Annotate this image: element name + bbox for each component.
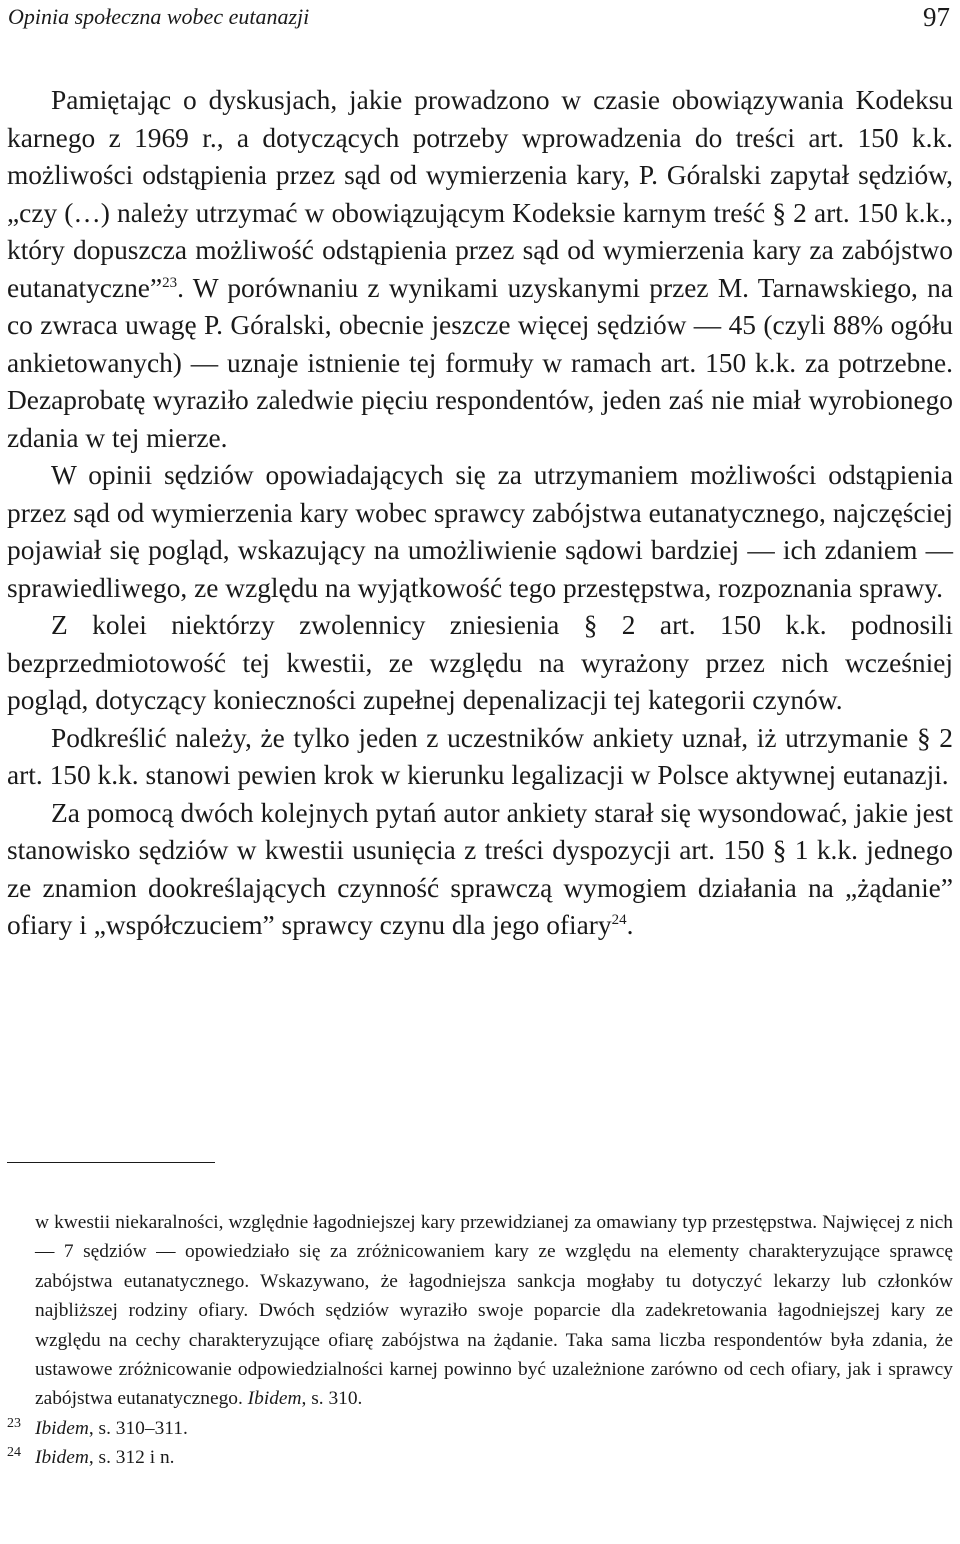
running-title: Opinia społeczna wobec eutanazji: [8, 4, 310, 29]
paragraph: [7, 457, 953, 607]
footnote-pages: , s. 312 i n.: [88, 1447, 175, 1469]
footnote-text: w kwestii niekaralności, względnie łagodniejszej kary przewidzianej za omawiany typ przestępstwa. Najwięcej z nich — 7 sędziów — opowiedziało się za zróżnicowaniem kary ze względu na elementy charakteryzujące sprawcę zabójstwa eutanatycznego. Wskazywano, że łagodniejsza sankcja mogłaby tu dotyczyć lekarzy lub członków najbliższej rodziny ofiary. Dwóch sędziów wyraziło swoje poparcie dla zadekretowania łagodniejszej kary ze względu na cechy charakteryzujące ofiarę zabójstwa na żądanie. Taka sama liczba respondentów była zdania, że ustawowe zróżnicowanie odpowiedzialności karnej powinno być uzależnione zarówno od cech ofiary, jak i sprawcy zabójstwa eutanatycznego.: [35, 1212, 953, 1410]
paragraph-text: W opinii sędziów opowiadających się za utrzymaniem możliwości odstąpienia przez sąd od wymierzenia kary wobec sprawcy zabójstwa eutanatycznego, najczęściej pojawiał się pogląd, wskazujący na umożliwienie sądowi bardziej — ich zdaniem — sprawiedliwego, ze względu na wyjątkowość tego przestępstwa, rozpoznania sprawy.: [7, 460, 953, 603]
paragraph: [7, 82, 953, 457]
footnote-pages: , s. 310.: [301, 1388, 363, 1410]
paragraph-text: .: [626, 910, 634, 940]
footnote-mark: 24: [7, 1445, 21, 1461]
paragraph-text: Za pomocą dwóch kolejnych pytań autor ankiety starał się wysondować, jakie jest stanowisko sędziów w kwestii usunięcia z treści dyspozycji art. 150 § 1 k.k. jednego ze znamion dookreślających czynność sprawczą wymogiem działania na „żądanie” ofiary i „współczuciem” sprawcy czynu dla jego ofiary: [7, 797, 953, 940]
footnote-continuation: [7, 1208, 953, 1414]
paragraph-text: Pamiętając o dyskusjach, jakie prowadzono w czasie obowiązywania Kodeksu karnego z 1969 r., a dotyczących potrzeby wprowadzenia do treści art. 150 k.k. możliwości odstąpienia przez sąd od wymierzenia kary, P. Góralski zapytał sędziów, „czy (…) należy utrzymać w obowiązującym Kodeksie karnym treść § 2 art. 150 k.k., który dopuszcza możliwość odstąpienia przez sąd od wymierzenia kary za zabójstwo eutanatyczne”: [7, 85, 953, 303]
footnote-source: Ibidem: [35, 1417, 89, 1439]
paragraph: [7, 720, 953, 795]
footnotes: [7, 1208, 953, 1473]
footnote-pages: , s. 310–311.: [88, 1417, 188, 1439]
paragraph-text: Z kolei niektórzy zwolennicy zniesienia § 2 art. 150 k.k. podnosili bezprzedmiotowość tej kwestii, ze względu na wyrażony przez nich wcześniej pogląd, dotyczący konieczności zupełnej depenalizacji tej kategorii czynów.: [7, 610, 953, 715]
footnote-reference: 23: [162, 274, 178, 291]
paragraph-text: Podkreślić należy, że tylko jeden z uczestników ankiety uznał, iż utrzymanie § 2 art. 150 k.k. stanowi pewien krok w kierunku legalizacji w Polsce aktywnej eutanazji.: [7, 722, 953, 790]
footnote-source: Ibidem: [35, 1447, 89, 1469]
main-text: [7, 82, 953, 945]
paragraph: [7, 607, 953, 720]
paragraph-text: . W porównaniu z wynikami uzyskanymi przez M. Tarnawskiego, na co zwraca uwagę P. Góralski, obecnie jeszcze więcej sędziów — 45 (czyli 88% ogółu ankietowanych) — uznaje istnienie tej formuły w ramach art. 150 k.k. za potrzebne. Dezaprobatę wyraziło zaledwie pięciu respondentów, jeden zaś nie miał wyrobionego zdania w tej mierze.: [7, 272, 953, 453]
paragraph: [7, 795, 953, 945]
page-header: [8, 4, 950, 34]
page-number: 97: [923, 2, 950, 32]
footnote-source: Ibidem: [247, 1388, 302, 1410]
footnote-mark: 23: [7, 1415, 21, 1431]
footnote-separator: [7, 1162, 215, 1163]
footnote-24: [7, 1443, 953, 1472]
footnote-reference: 24: [611, 911, 627, 928]
footnote-23: [7, 1414, 953, 1443]
